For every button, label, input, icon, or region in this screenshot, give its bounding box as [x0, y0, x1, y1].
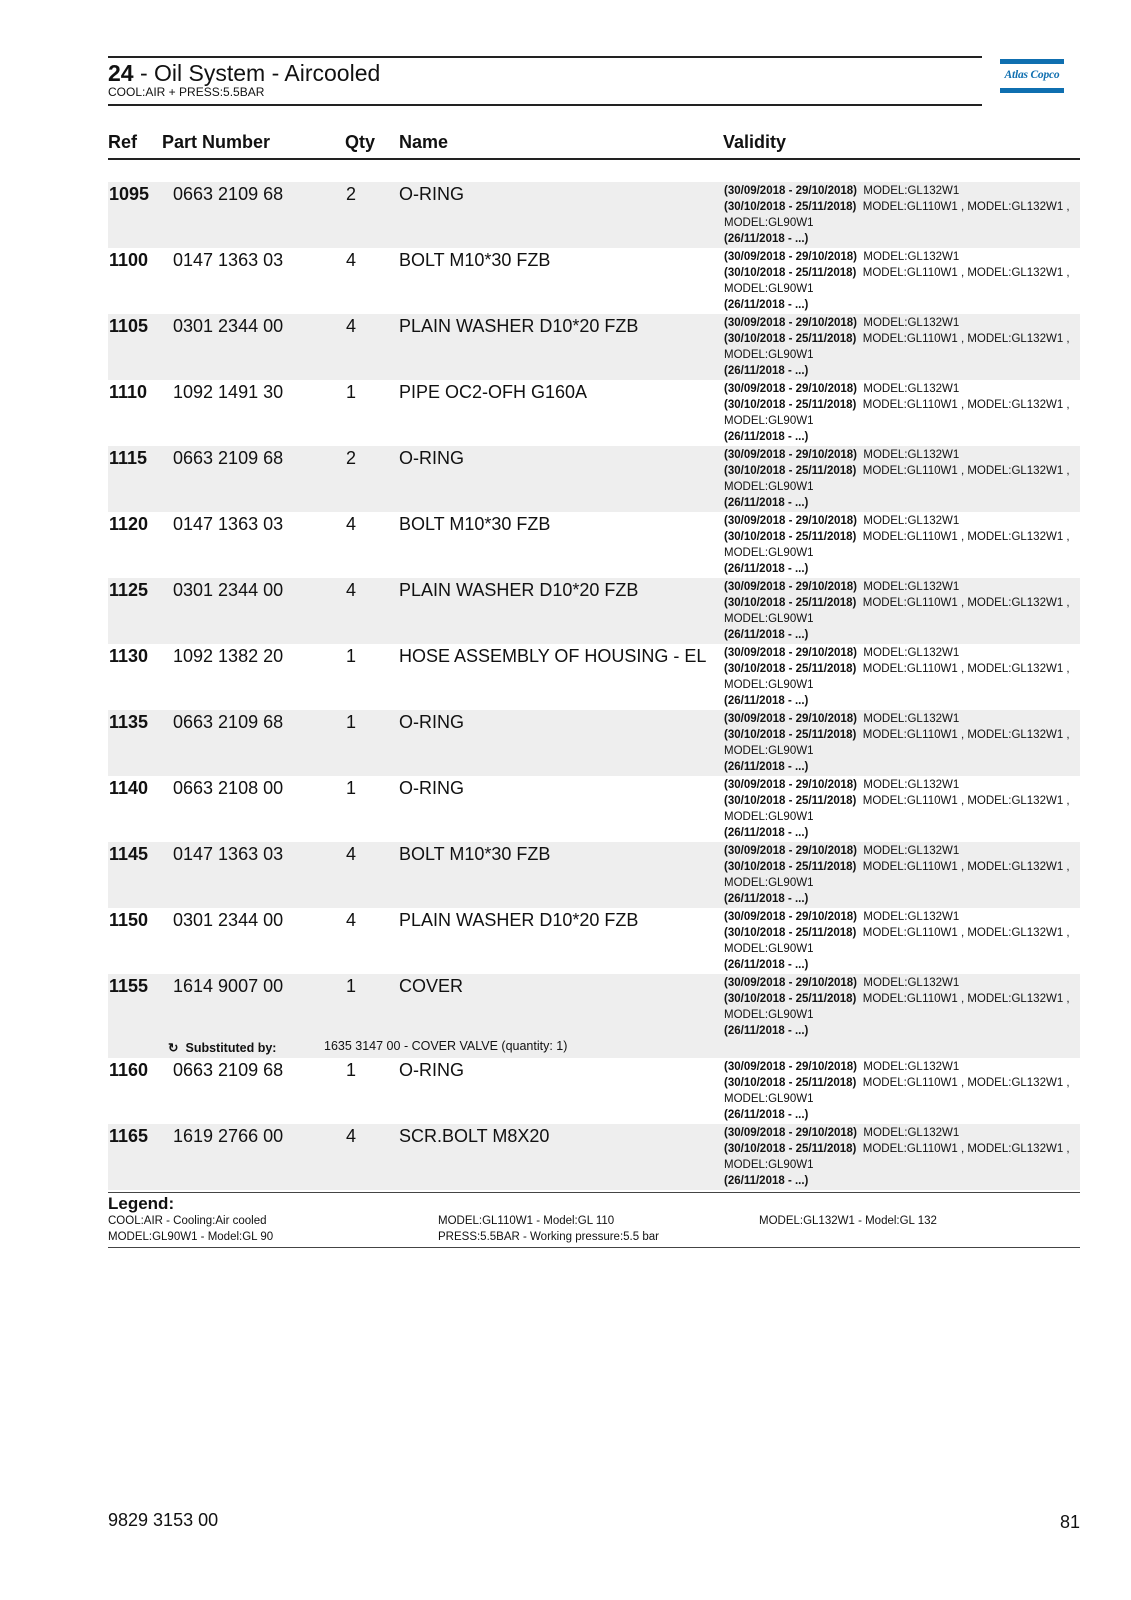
table-row	[108, 248, 1080, 314]
validity-period: (26/11/2018 - ...)	[724, 959, 809, 971]
row-qty: 4	[346, 910, 357, 930]
page-number: 81	[1059, 1512, 1080, 1532]
section-number: 24	[108, 60, 134, 86]
validity-period: (30/10/2018 - 25/11/2018)	[724, 597, 857, 609]
section-title: - Oil System - Aircooled	[133, 60, 381, 86]
row-part-number: 0301 2344 00	[173, 910, 284, 930]
substituted-by-text: Substituted by:	[185, 1041, 277, 1055]
row-name: O-RING	[399, 1060, 464, 1080]
row-validity	[724, 1125, 1080, 1189]
row-ref: 1110	[109, 382, 148, 402]
table-row	[108, 974, 1080, 1058]
row-qty: 1	[346, 646, 357, 666]
row-ref: 1120	[109, 514, 149, 534]
col-header-name: Name	[399, 132, 449, 152]
legend	[108, 1192, 1080, 1248]
table-row	[108, 776, 1080, 842]
validity-models: MODEL:GL110W1 , MODEL:GL132W1 ,	[862, 993, 1070, 1005]
row-ref: 1135	[109, 712, 149, 732]
validity-models: MODEL:GL132W1	[863, 383, 960, 395]
row-validity	[724, 315, 1080, 379]
row-name: PLAIN WASHER D10*20 FZB	[399, 580, 639, 600]
validity-line-3: MODEL:GL90W1	[724, 877, 814, 889]
validity-models: MODEL:GL110W1 , MODEL:GL132W1 ,	[862, 531, 1070, 543]
validity-line-1	[724, 909, 1080, 925]
table-row	[108, 908, 1080, 974]
validity-line-1	[724, 843, 1080, 859]
row-part-number: 0663 2109 68	[173, 712, 284, 732]
legend-item: MODEL:GL132W1 - Model:GL 132	[759, 1215, 937, 1227]
row-qty: 1	[346, 778, 357, 798]
row-validity	[724, 843, 1080, 907]
legend-item: PRESS:5.5BAR - Working pressure:5.5 bar	[438, 1231, 659, 1243]
validity-models: MODEL:GL132W1	[863, 581, 960, 593]
row-qty: 1	[346, 382, 357, 402]
legend-title: Legend:	[108, 1194, 175, 1213]
validity-line-4	[724, 495, 1080, 511]
table-row	[108, 380, 1080, 446]
validity-period: (30/09/2018 - 29/10/2018)	[724, 845, 857, 857]
row-validity	[724, 975, 1080, 1039]
validity-line-1	[724, 645, 1080, 661]
validity-period: (26/11/2018 - ...)	[724, 695, 809, 707]
validity-line-2	[724, 727, 1080, 743]
row-validity	[724, 183, 1080, 247]
validity-line-1	[724, 249, 1080, 265]
validity-period: (30/09/2018 - 29/10/2018)	[724, 251, 857, 263]
row-validity	[724, 447, 1080, 511]
validity-line-4	[724, 363, 1080, 379]
validity-line-3: MODEL:GL90W1	[724, 481, 814, 493]
atlas-copco-logo	[1000, 59, 1064, 95]
row-name: O-RING	[399, 448, 464, 468]
validity-line-1	[724, 513, 1080, 529]
row-ref: 1165	[109, 1126, 149, 1146]
validity-period: (30/09/2018 - 29/10/2018)	[724, 977, 857, 989]
row-name: SCR.BOLT M8X20	[399, 1126, 550, 1146]
col-header-part-number: Part Number	[162, 132, 271, 152]
validity-models: MODEL:GL110W1 , MODEL:GL132W1 ,	[862, 399, 1070, 411]
validity-line-2	[724, 925, 1080, 941]
validity-period: (30/10/2018 - 25/11/2018)	[724, 993, 857, 1005]
validity-line-4	[724, 1107, 1080, 1123]
row-ref: 1095	[109, 184, 150, 204]
validity-line-2	[724, 661, 1080, 677]
validity-period: (26/11/2018 - ...)	[724, 1175, 809, 1187]
validity-models: MODEL:GL110W1 , MODEL:GL132W1 ,	[862, 861, 1070, 873]
validity-period: (30/09/2018 - 29/10/2018)	[724, 449, 857, 461]
validity-models: MODEL:GL110W1 , MODEL:GL132W1 ,	[862, 1143, 1070, 1155]
validity-period: (26/11/2018 - ...)	[724, 827, 809, 839]
table-row	[108, 1124, 1080, 1190]
col-header-validity: Validity	[723, 132, 787, 152]
row-ref: 1145	[109, 844, 149, 864]
row-qty: 1	[346, 712, 357, 732]
validity-line-3: MODEL:GL90W1	[724, 283, 814, 295]
validity-models: MODEL:GL132W1	[863, 713, 960, 725]
row-part-number: 0301 2344 00	[173, 316, 284, 336]
col-header-ref: Ref	[108, 132, 138, 152]
validity-line-3: MODEL:GL90W1	[724, 1009, 814, 1021]
document-number: 9829 3153 00	[108, 1510, 219, 1530]
row-validity	[724, 513, 1080, 577]
validity-period: (30/09/2018 - 29/10/2018)	[724, 911, 857, 923]
row-qty: 1	[346, 976, 357, 996]
validity-models: MODEL:GL132W1	[863, 779, 960, 791]
validity-period: (26/11/2018 - ...)	[724, 893, 809, 905]
validity-models: MODEL:GL132W1	[863, 845, 960, 857]
row-name: BOLT M10*30 FZB	[399, 514, 551, 534]
row-ref: 1100	[109, 250, 149, 270]
validity-line-4	[724, 825, 1080, 841]
table-row	[108, 578, 1080, 644]
validity-line-1	[724, 711, 1080, 727]
row-qty: 4	[346, 316, 357, 336]
validity-line-1	[724, 579, 1080, 595]
validity-line-1	[724, 183, 1080, 199]
legend-item: COOL:AIR - Cooling:Air cooled	[108, 1215, 267, 1227]
validity-period: (30/09/2018 - 29/10/2018)	[724, 581, 857, 593]
validity-models: MODEL:GL110W1 , MODEL:GL132W1 ,	[862, 1077, 1070, 1089]
validity-line-4	[724, 759, 1080, 775]
row-validity	[724, 381, 1080, 445]
validity-models: MODEL:GL132W1	[863, 977, 960, 989]
row-part-number: 0663 2109 68	[173, 448, 284, 468]
row-qty: 4	[346, 844, 357, 864]
validity-period: (26/11/2018 - ...)	[724, 233, 809, 245]
validity-period: (26/11/2018 - ...)	[724, 1109, 809, 1121]
table-row	[108, 314, 1080, 380]
parts-table	[108, 182, 1080, 1190]
validity-line-4	[724, 561, 1080, 577]
validity-line-4	[724, 231, 1080, 247]
validity-line-3: MODEL:GL90W1	[724, 547, 814, 559]
validity-period: (30/10/2018 - 25/11/2018)	[724, 399, 857, 411]
validity-period: (30/09/2018 - 29/10/2018)	[724, 779, 857, 791]
row-qty: 4	[346, 514, 357, 534]
validity-period: (30/10/2018 - 25/11/2018)	[724, 1077, 857, 1089]
validity-period: (30/10/2018 - 25/11/2018)	[724, 531, 857, 543]
row-ref: 1140	[109, 778, 149, 798]
row-name: COVER	[399, 976, 464, 996]
validity-line-2	[724, 265, 1080, 281]
row-part-number: 0147 1363 03	[173, 250, 284, 270]
validity-models: MODEL:GL132W1	[863, 911, 960, 923]
legend-item: MODEL:GL110W1 - Model:GL 110	[438, 1215, 615, 1227]
validity-line-3: MODEL:GL90W1	[724, 943, 814, 955]
row-validity	[724, 909, 1080, 973]
substitute-part-info: 1635 3147 00 - COVER VALVE (quantity: 1)	[324, 1039, 568, 1053]
validity-line-1	[724, 1059, 1080, 1075]
validity-line-4	[724, 957, 1080, 973]
page-subtitle: COOL:AIR + PRESS:5.5BAR	[108, 85, 265, 99]
validity-line-4	[724, 693, 1080, 709]
validity-period: (30/10/2018 - 25/11/2018)	[724, 663, 857, 675]
validity-period: (30/09/2018 - 29/10/2018)	[724, 317, 857, 329]
validity-period: (26/11/2018 - ...)	[724, 563, 809, 575]
page-title	[108, 60, 380, 87]
validity-line-1	[724, 381, 1080, 397]
row-name: PIPE OC2-OFH G160A	[399, 382, 588, 402]
validity-line-1	[724, 315, 1080, 331]
validity-period: (26/11/2018 - ...)	[724, 299, 809, 311]
table-row	[108, 446, 1080, 512]
validity-line-4	[724, 891, 1080, 907]
validity-period: (30/09/2018 - 29/10/2018)	[724, 1061, 857, 1073]
row-ref: 1115	[109, 448, 148, 468]
row-name: O-RING	[399, 778, 464, 798]
validity-line-2	[724, 1141, 1080, 1157]
refresh-icon: ↻	[168, 1041, 179, 1055]
validity-period: (30/10/2018 - 25/11/2018)	[724, 795, 857, 807]
validity-models: MODEL:GL132W1	[863, 515, 960, 527]
validity-line-1	[724, 1125, 1080, 1141]
row-qty: 1	[346, 1060, 357, 1080]
validity-period: (30/10/2018 - 25/11/2018)	[724, 465, 857, 477]
validity-period: (26/11/2018 - ...)	[724, 431, 809, 443]
validity-line-2	[724, 595, 1080, 611]
validity-models: MODEL:GL110W1 , MODEL:GL132W1 ,	[862, 201, 1070, 213]
row-name: BOLT M10*30 FZB	[399, 844, 551, 864]
validity-line-2	[724, 397, 1080, 413]
row-validity	[724, 579, 1080, 643]
row-ref: 1150	[109, 910, 149, 930]
validity-line-3: MODEL:GL90W1	[724, 745, 814, 757]
row-validity	[724, 1059, 1080, 1123]
legend-item: MODEL:GL90W1 - Model:GL 90	[108, 1231, 274, 1243]
validity-line-2	[724, 859, 1080, 875]
logo-text: Atlas Copco	[1004, 69, 1060, 81]
row-part-number: 1614 9007 00	[173, 976, 284, 996]
validity-period: (30/09/2018 - 29/10/2018)	[724, 515, 857, 527]
validity-line-1	[724, 777, 1080, 793]
validity-models: MODEL:GL110W1 , MODEL:GL132W1 ,	[862, 795, 1070, 807]
validity-line-2	[724, 331, 1080, 347]
validity-line-2	[724, 199, 1080, 215]
validity-line-3: MODEL:GL90W1	[724, 613, 814, 625]
validity-period: (26/11/2018 - ...)	[724, 761, 809, 773]
validity-models: MODEL:GL110W1 , MODEL:GL132W1 ,	[862, 333, 1070, 345]
validity-models: MODEL:GL132W1	[863, 251, 960, 263]
row-name: O-RING	[399, 184, 464, 204]
row-ref: 1155	[109, 976, 149, 996]
validity-line-4	[724, 429, 1080, 445]
validity-period: (30/10/2018 - 25/11/2018)	[724, 201, 857, 213]
table-row	[108, 182, 1080, 248]
validity-period: (30/09/2018 - 29/10/2018)	[724, 713, 857, 725]
row-validity	[724, 711, 1080, 775]
validity-models: MODEL:GL132W1	[863, 1127, 960, 1139]
validity-models: MODEL:GL110W1 , MODEL:GL132W1 ,	[862, 597, 1070, 609]
table-row	[108, 710, 1080, 776]
row-qty: 2	[346, 448, 357, 468]
row-part-number: 0663 2109 68	[173, 1060, 284, 1080]
validity-line-2	[724, 793, 1080, 809]
row-name: O-RING	[399, 712, 464, 732]
logo-bar-top	[1000, 59, 1064, 64]
table-row	[108, 842, 1080, 908]
substituted-by-label	[168, 1040, 276, 1055]
validity-period: (30/10/2018 - 25/11/2018)	[724, 861, 857, 873]
validity-period: (30/10/2018 - 25/11/2018)	[724, 1143, 857, 1155]
validity-line-2	[724, 463, 1080, 479]
validity-line-3: MODEL:GL90W1	[724, 679, 814, 691]
validity-line-3: MODEL:GL90W1	[724, 349, 814, 361]
validity-line-2	[724, 1075, 1080, 1091]
row-qty: 4	[346, 1126, 357, 1146]
row-name: HOSE ASSEMBLY OF HOUSING - EL	[399, 646, 707, 666]
validity-line-4	[724, 627, 1080, 643]
row-ref: 1130	[109, 646, 149, 666]
validity-models: MODEL:GL132W1	[863, 647, 960, 659]
validity-line-3: MODEL:GL90W1	[724, 1093, 814, 1105]
validity-line-2	[724, 529, 1080, 545]
row-part-number: 0147 1363 03	[173, 844, 284, 864]
validity-period: (30/09/2018 - 29/10/2018)	[724, 1127, 857, 1139]
validity-models: MODEL:GL110W1 , MODEL:GL132W1 ,	[862, 465, 1070, 477]
validity-line-2	[724, 991, 1080, 1007]
validity-line-3: MODEL:GL90W1	[724, 415, 814, 427]
row-part-number: 0147 1363 03	[173, 514, 284, 534]
table-row	[108, 512, 1080, 578]
validity-period: (30/10/2018 - 25/11/2018)	[724, 927, 857, 939]
validity-models: MODEL:GL110W1 , MODEL:GL132W1 ,	[862, 729, 1070, 741]
validity-models: MODEL:GL110W1 , MODEL:GL132W1 ,	[862, 267, 1070, 279]
validity-models: MODEL:GL132W1	[863, 185, 960, 197]
row-ref: 1125	[109, 580, 149, 600]
validity-line-1	[724, 447, 1080, 463]
validity-period: (30/10/2018 - 25/11/2018)	[724, 267, 857, 279]
table-row	[108, 644, 1080, 710]
row-name: PLAIN WASHER D10*20 FZB	[399, 316, 639, 336]
validity-models: MODEL:GL110W1 , MODEL:GL132W1 ,	[862, 663, 1070, 675]
row-part-number: 1092 1382 20	[173, 646, 284, 666]
col-header-qty: Qty	[345, 132, 376, 152]
row-qty: 4	[346, 250, 357, 270]
validity-line-4	[724, 297, 1080, 313]
row-validity	[724, 645, 1080, 709]
validity-period: (26/11/2018 - ...)	[724, 497, 809, 509]
row-part-number: 0663 2108 00	[173, 778, 284, 798]
validity-period: (30/09/2018 - 29/10/2018)	[724, 185, 857, 197]
validity-line-4	[724, 1173, 1080, 1189]
page-header	[108, 56, 982, 106]
logo-bar-bottom	[1000, 88, 1064, 93]
validity-models: MODEL:GL132W1	[863, 317, 960, 329]
validity-models: MODEL:GL132W1	[863, 1061, 960, 1073]
validity-period: (26/11/2018 - ...)	[724, 629, 809, 641]
validity-line-1	[724, 975, 1080, 991]
row-part-number: 1092 1491 30	[173, 382, 284, 402]
validity-models: MODEL:GL132W1	[863, 449, 960, 461]
row-part-number: 0663 2109 68	[173, 184, 284, 204]
row-qty: 4	[346, 580, 357, 600]
validity-line-4	[724, 1023, 1080, 1039]
header-divider	[108, 158, 1080, 160]
row-qty: 2	[346, 184, 357, 204]
validity-period: (26/11/2018 - ...)	[724, 1025, 809, 1037]
validity-period: (26/11/2018 - ...)	[724, 365, 809, 377]
row-ref: 1105	[109, 316, 149, 336]
validity-period: (30/09/2018 - 29/10/2018)	[724, 647, 857, 659]
validity-period: (30/09/2018 - 29/10/2018)	[724, 383, 857, 395]
row-part-number: 0301 2344 00	[173, 580, 284, 600]
validity-line-3: MODEL:GL90W1	[724, 811, 814, 823]
validity-line-3: MODEL:GL90W1	[724, 1159, 814, 1171]
row-name: PLAIN WASHER D10*20 FZB	[399, 910, 639, 930]
validity-models: MODEL:GL110W1 , MODEL:GL132W1 ,	[862, 927, 1070, 939]
row-validity	[724, 777, 1080, 841]
row-name: BOLT M10*30 FZB	[399, 250, 551, 270]
row-ref: 1160	[109, 1060, 149, 1080]
validity-line-3: MODEL:GL90W1	[724, 217, 814, 229]
row-part-number: 1619 2766 00	[173, 1126, 284, 1146]
table-row	[108, 1058, 1080, 1124]
validity-period: (30/10/2018 - 25/11/2018)	[724, 729, 857, 741]
validity-period: (30/10/2018 - 25/11/2018)	[724, 333, 857, 345]
row-validity	[724, 249, 1080, 313]
